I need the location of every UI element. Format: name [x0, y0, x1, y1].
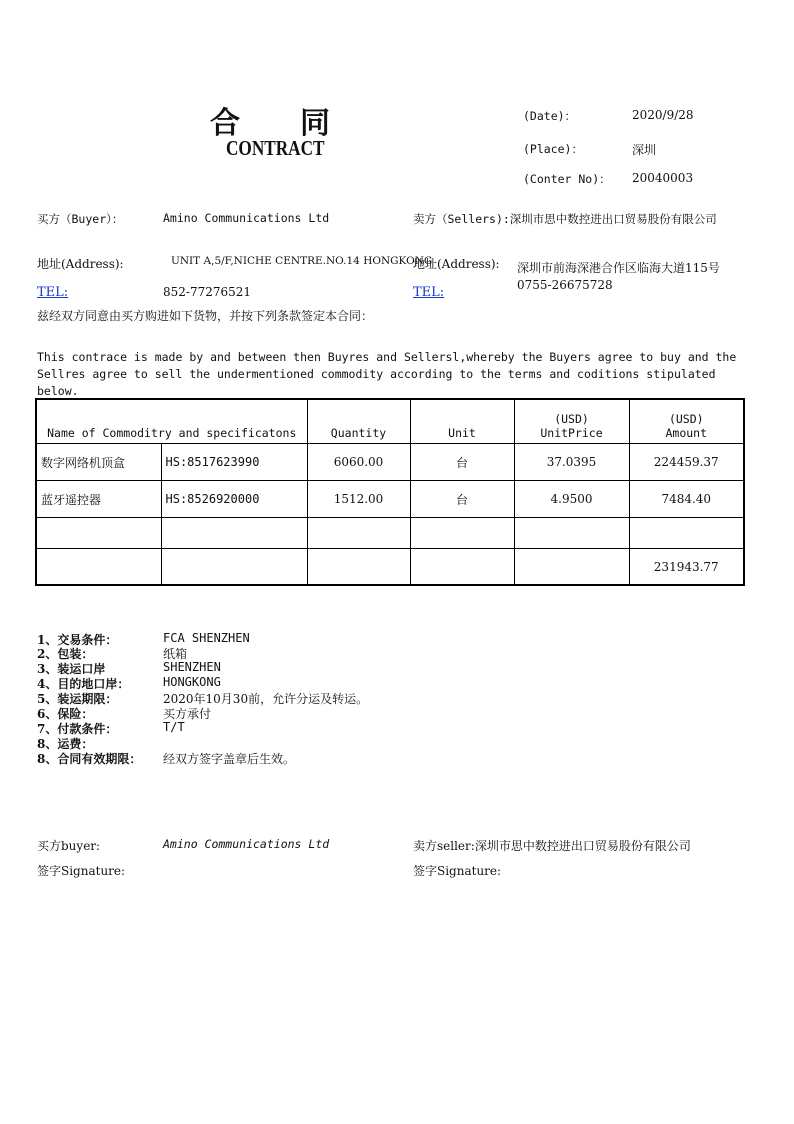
term-label: 7、付款条件：	[37, 722, 118, 736]
term-value: 2020年10月30前，允许分运及转运。	[163, 692, 369, 706]
row-name: 数字网络机顶盒	[36, 444, 161, 481]
header-amount	[629, 399, 744, 444]
buyer-tel: 852-77276521	[163, 285, 252, 299]
term-value: SHENZHEN	[163, 660, 221, 674]
date-value: 2020/9/28	[632, 108, 694, 122]
row-unit-price: 37.0395	[514, 444, 629, 481]
term-label: 4、目的地口岸：	[37, 677, 130, 691]
row-amount: 7484.40	[629, 481, 744, 518]
buyer-tel-link[interactable]: TEL:	[37, 285, 69, 300]
empty-cell	[36, 518, 161, 549]
row-hs-code: HS:8526920000	[161, 481, 307, 518]
sign-buyer-signature: 签字Signature:	[37, 864, 126, 878]
title-chinese: 合同	[210, 106, 390, 141]
sign-buyer-name: Amino Communications Ltd	[163, 837, 330, 851]
sign-seller-signature: 签字Signature:	[413, 864, 502, 878]
row-quantity: 1512.00	[307, 481, 410, 518]
intro-chinese: 兹经双方同意由买方购进如下货物，并按下列条款签定本合同：	[37, 309, 374, 323]
term-value: T/T	[163, 720, 185, 734]
intro-english-line-1: This contrace is made by and between then Buyres and Sellersl,whereby the Buyers agree to buy and the	[37, 350, 737, 364]
seller-label: 卖方（Sellers):深圳市思中数控进出口贸易股份有限公司	[413, 212, 717, 226]
title-english: CONTRACT	[226, 136, 325, 160]
buyer-address: UNIT A,5/F,NICHE CENTRE.NO.14 HONGKONG	[171, 255, 433, 267]
term-label: 6、保险：	[37, 707, 94, 721]
header-quantity: Quantity	[307, 399, 410, 444]
term-value: 经双方签字盖章后生效。	[163, 752, 296, 766]
seller-tel-link[interactable]: TEL:	[413, 285, 445, 300]
header-amount-currency: (USD)	[668, 412, 704, 426]
intro-english-line-2: Sellres agree to sell the undermentioned commodity according to the terms and coditions stipulated	[37, 367, 716, 381]
term-label: 8、合同有效期限：	[37, 752, 142, 766]
buyer-label: 买方（Buyer）：	[37, 212, 124, 226]
term-value: HONGKONG	[163, 675, 221, 689]
row-hs-code: HS:8517623990	[161, 444, 307, 481]
header-amount-label: Amount	[665, 426, 708, 440]
place-value: 深圳	[632, 143, 657, 157]
seller-address-label: 地址(Address):	[413, 257, 500, 271]
empty-cell	[514, 518, 629, 549]
seller-address: 深圳市前海深港合作区临海大道115号	[517, 261, 720, 275]
buyer-address-label: 地址(Address):	[37, 257, 124, 271]
row-unit: 台	[410, 481, 514, 518]
header-unit-price-label: UnitPrice	[540, 426, 603, 440]
header-unit: Unit	[410, 399, 514, 444]
empty-cell	[410, 549, 514, 586]
contract-no-value: 20040003	[632, 171, 694, 185]
term-label: 1、交易条件：	[37, 633, 118, 647]
table-row-empty	[36, 518, 744, 549]
place-label: (Place)：	[523, 142, 583, 156]
date-label: (Date)：	[523, 109, 577, 123]
term-value: 买方承付	[163, 707, 212, 721]
header-unit-price	[514, 399, 629, 444]
empty-cell	[307, 549, 410, 586]
empty-cell	[514, 549, 629, 586]
table-row	[36, 444, 744, 481]
table-row	[36, 481, 744, 518]
empty-cell	[36, 549, 161, 586]
sign-seller-label: 卖方seller:深圳市思中数控进出口贸易股份有限公司	[413, 839, 691, 853]
row-unit-price: 4.9500	[514, 481, 629, 518]
contract-no-label: (Conter No)：	[523, 172, 611, 186]
term-label: 8、运费：	[37, 737, 94, 751]
row-name: 蓝牙遥控器	[36, 481, 161, 518]
empty-cell	[161, 518, 307, 549]
seller-tel: 0755-26675728	[517, 278, 613, 292]
empty-cell	[629, 518, 744, 549]
commodity-table	[35, 398, 745, 586]
term-value: 纸箱	[163, 647, 188, 661]
term-label: 5、装运期限：	[37, 692, 118, 706]
row-unit: 台	[410, 444, 514, 481]
table-total-row	[36, 549, 744, 586]
term-label: 3、装运口岸	[37, 662, 106, 676]
empty-cell	[410, 518, 514, 549]
header-name: Name of Commoditry and specificatons	[36, 399, 307, 444]
buyer-name: Amino Communications Ltd	[163, 211, 330, 225]
header-unit-price-currency: (USD)	[554, 412, 589, 426]
intro-english-line-3: below.	[37, 384, 79, 398]
total-amount: 231943.77	[629, 549, 744, 586]
table-header-row	[36, 399, 744, 444]
row-quantity: 6060.00	[307, 444, 410, 481]
term-value: FCA SHENZHEN	[163, 631, 250, 645]
row-amount: 224459.37	[629, 444, 744, 481]
term-label: 2、包装：	[37, 647, 94, 661]
empty-cell	[161, 549, 307, 586]
sign-buyer-label: 买方buyer:	[37, 839, 101, 853]
empty-cell	[307, 518, 410, 549]
